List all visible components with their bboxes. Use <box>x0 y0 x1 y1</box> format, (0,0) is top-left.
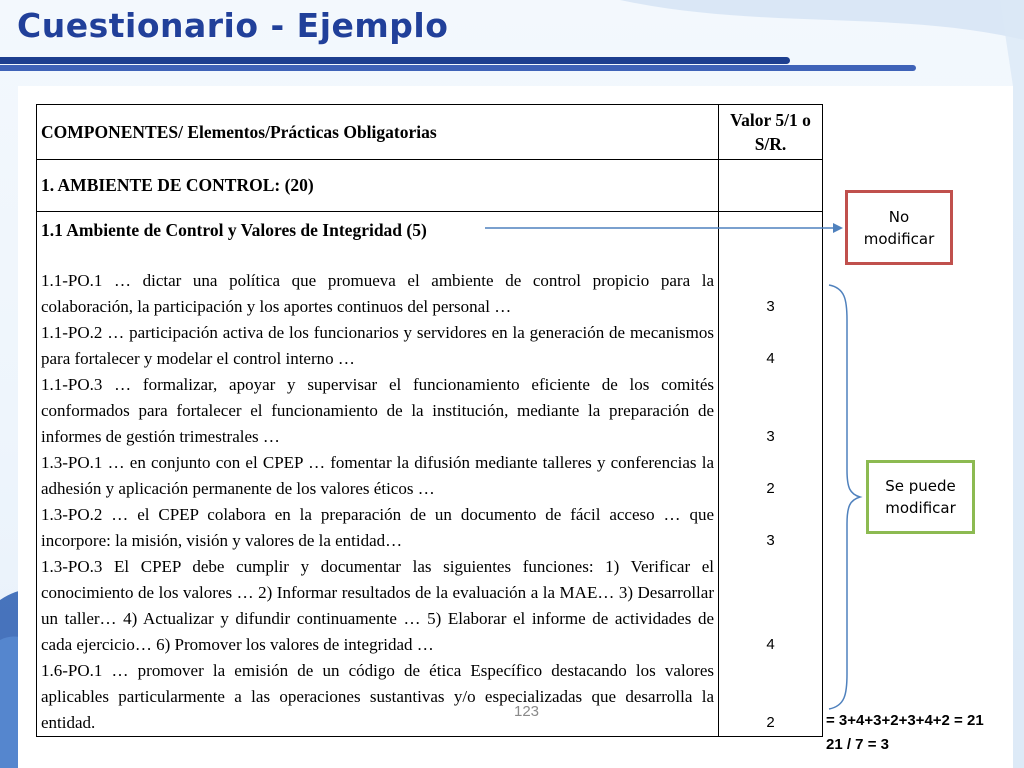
se-puede-modificar-label: Se puede modificar <box>885 477 956 517</box>
page-number: 123 <box>514 703 540 720</box>
section-value-cell <box>719 160 823 212</box>
average-formula-prefix: 21 / 7 = <box>826 736 881 753</box>
list-item: 1.3-PO.3 El CPEP debe cumplir y documentar las siguientes funciones: 1) Verificar el conocimiento de los valores … 2) Informar resultados de la evaluación a la MAE… 3) Desarrollar un taller… 4) Actualizar y difundir continuamente … 5) Elaborar el informe de actividades de cada ejercicio… 6) Promover los valores de integridad … <box>41 557 714 654</box>
items-list <box>41 268 714 736</box>
section-row <box>37 160 823 212</box>
list-item: 1.1-PO.1 … dictar una política que promueva el ambiente de control propicio para la colaboración, la participación y los aportes continuos del personal … <box>41 271 714 316</box>
item-value: 3 <box>766 428 775 445</box>
list-item: 1.3-PO.1 … en conjunto con el CPEP … fomentar la difusión mediante talleres y conferencias la adhesión y aplicación permanente de los valores éticos … <box>41 453 714 498</box>
sum-formula: = 3+4+3+2+3+4+2 = 21 <box>826 712 984 729</box>
no-modificar-callout <box>845 190 953 265</box>
item-value: 4 <box>766 350 775 367</box>
average-formula <box>826 736 889 753</box>
item-value: 3 <box>766 298 775 315</box>
title-underline-dark <box>0 57 790 64</box>
table-header-row <box>37 105 823 160</box>
item-value: 2 <box>766 480 775 497</box>
list-item: 1.1-PO.3 … formalizar, apoyar y supervisar el funcionamiento eficiente de los comités conformados para fortalecer el funcionamiento de la institución, mediante la preparación de informes de gestión trimestrales … <box>41 375 714 446</box>
section-title: 1. AMBIENTE DE CONTROL: (20) <box>37 160 719 212</box>
subsection-title: 1.1 Ambiente de Control y Valores de Integridad (5) <box>41 220 427 240</box>
questionnaire-table <box>36 104 823 737</box>
list-item: 1.3-PO.2 … el CPEP colabora en la preparación de un documento de fácil acceso … que incorpore: la misión, visión y valores de la entidad… <box>41 505 714 550</box>
se-puede-modificar-callout <box>866 460 975 534</box>
item-value: 3 <box>766 532 775 549</box>
list-item: 1.6-PO.1 … promover la emisión de un código de ética Específico destacando los valores aplicables particularmente a las operaciones sustantivas y/o especializadas que desarrolla la entidad. <box>41 661 714 732</box>
header-components: COMPONENTES/ Elementos/Prácticas Obligatorias <box>37 105 719 160</box>
item-value: 2 <box>766 714 775 731</box>
average-result: 3 <box>880 736 889 753</box>
no-modificar-label: No modificar <box>863 207 935 248</box>
slide-title: Cuestionario - Ejemplo <box>17 6 449 45</box>
body-cell <box>37 212 719 737</box>
list-item: 1.1-PO.2 … participación activa de los funcionarios y servidores en la generación de mecanismos para fortalecer y modelar el control interno … <box>41 323 714 368</box>
header-value-line2: S/R. <box>754 134 787 154</box>
body-row <box>37 212 823 737</box>
header-value <box>719 105 823 160</box>
header-value-line1: Valor 5/1 o <box>730 110 811 130</box>
item-value: 4 <box>766 636 775 653</box>
title-underline-light <box>0 65 916 71</box>
